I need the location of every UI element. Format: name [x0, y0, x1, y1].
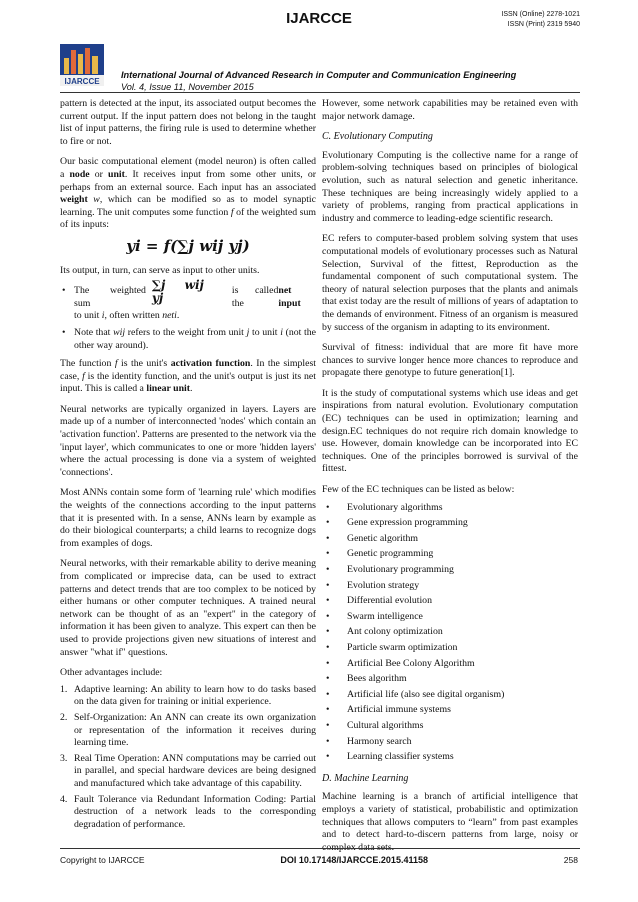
- paragraph: Machine learning is a branch of artificial intelligence that employs a variety of statistical, probabilistic and optimization techniques that allows computers to “learn” from past examples and to detect hard-to-discern patterns from large, noisy or complex data sets.: [322, 791, 578, 853]
- list-item: • Evolutionary algorithms: [322, 500, 578, 516]
- paragraph: Neural networks are typically organized in layers. Layers are made up of a number of interconnected 'nodes' which contain an 'activation function'. Patterns are presented to the network via the 'input layer', which communicates to one or more 'hidden layers' where the actual processing is done via a system of weighted 'connections'.: [60, 403, 316, 478]
- list-item: • The weighted sum ∑j wij yj is called the net input to unit i, often written neti.: [60, 285, 316, 323]
- list-item: • Evolution strategy: [322, 578, 578, 594]
- list-item: 4. Fault Tolerance via Redundant Information Coding: Partial destruction of a network leads to the corresponding degradation of performance.: [60, 793, 316, 830]
- paragraph: Our basic computational element (model neuron) is often called a node or unit. It receives input from some other units, or perhaps from an external source. Each input has an associated weight w, which can be modified so as to model synaptic learning. The unit computes some function f of the weighted sum of its inputs:: [60, 156, 317, 231]
- paragraph: Other advantages include:: [60, 667, 163, 679]
- list-item: • Genetic programming: [322, 546, 578, 562]
- paragraph: However, some network capabilities may be retained even with major network damage.: [322, 98, 578, 122]
- list-item: 2. Self-Organization: An ANN can create its own organization or representation of the information it receives during learning time.: [60, 711, 316, 749]
- journal-acronym: IJARCCE: [286, 10, 352, 27]
- page-number: 258: [563, 855, 578, 865]
- equation-weighted-sum: yi = f(∑j wij yj): [126, 236, 250, 255]
- list-item: • Swarm intelligence: [322, 609, 578, 625]
- issn-block: [501, 10, 580, 30]
- right-column: [322, 98, 578, 862]
- doi[interactable]: DOI 10.17148/IJARCCE.2015.41158: [280, 855, 428, 865]
- header-rule: [60, 92, 580, 93]
- list-item: • Cultural algorithms: [322, 718, 578, 734]
- sum-formula: ∑j wij yj: [151, 278, 204, 305]
- left-column: [60, 98, 316, 834]
- copyright: Copyright to IJARCCE: [60, 855, 145, 865]
- journal-logo: [60, 44, 104, 86]
- list-item: • Particle swarm optimization: [322, 640, 578, 656]
- paragraph: pattern is detected at the input, its associated output becomes the current output. If the input pattern does not belong in the taught list of input patterns, the firing rule is used to determine whether to fire or not.: [60, 98, 316, 147]
- paragraph: EC refers to computer-based problem solving system that uses computational models of evolutionary processes such as Natural Selection, Survival of the fittest, Reproduction as the fundamental component of such computational system. The theory of natural selection purposes that the plants and animals that exist today are the result of millions of years of adaptation to the demands of environment. Fitness of an organism is measured by success of the organism in adapting to its environment.: [322, 233, 578, 333]
- page-footer: [60, 855, 578, 865]
- list-item: • Genetic algorithm: [322, 531, 578, 547]
- issn-print: ISSN (Print) 2319 5940: [507, 21, 580, 28]
- list-item: • Artificial immune systems: [322, 702, 578, 718]
- advantages-list: [60, 684, 316, 832]
- paragraph: Evolutionary Computing is the collective name for a range of problem-solving techniques based on principles of biological evolution, such as natural selection and genetic inheritance. These techniques are being increasingly widely applied to a variety of problems, ranging from practical applications in industry and commerce to leading-edge scientific research.: [322, 149, 578, 224]
- journal-name: International Journal of Advanced Research in Computer and Communication Engineering: [121, 70, 517, 80]
- list-item: • Harmony search: [322, 734, 578, 750]
- footer-rule: [60, 848, 580, 849]
- ec-techniques-list: [322, 500, 578, 765]
- list-item: • Bees algorithm: [322, 671, 578, 687]
- paragraph: Most ANNs contain some form of 'learning rule' which modifies the weights of the connections according to the input patterns that it is presented with. In a sense, ANNs learn by example as do their biological counterparts; a child learns to recognize dogs from examples of dogs.: [60, 487, 316, 549]
- paragraph: It is the study of computational systems which use ideas and get inspirations from natural evolution. Evolutionary computation (EC) techniques can be used in optimization; learning and design.EC techniques do not require rich domain knowledge to use. However, domain knowledge can be incorporated into EC techniques. One of the principles borrowed is survival of the fittest.: [322, 387, 578, 475]
- section-heading: C. Evolutionary Computing: [322, 131, 433, 143]
- list-item: • Learning classifier systems: [322, 749, 578, 765]
- list-item: • Differential evolution: [322, 593, 578, 609]
- issn-online: ISSN (Online) 2278-1021: [501, 11, 580, 18]
- list-item: • Evolutionary programming: [322, 562, 578, 578]
- paragraph: Survival of fitness: individual that are more fit have more chances to survive longer hence more chances to reproduce and propagate there genotype to future generation[1].: [322, 342, 578, 379]
- list-item: • Artificial Bee Colony Algorithm: [322, 656, 578, 672]
- paragraph: The function f is the unit's activation function. In the simplest case, f is the identity function, and the unit's output is just its net input. This is called a linear unit.: [60, 358, 317, 395]
- list-item: • Artificial life (also see digital organism): [322, 687, 578, 703]
- section-heading: D. Machine Learning: [322, 772, 409, 784]
- paragraph: Neural networks, with their remarkable ability to derive meaning from complicated or imprecise data, can be used to extract patterns and detect trends that are too complex to be noticed by either humans or other computer techniques. A trained neural network can be thought of as an "expert" in the category of information it has been given to analyze. This expert can then be used to provide projections given new situations of interest and answer "what if" questions.: [60, 558, 316, 658]
- paragraph: Its output, in turn, can serve as input to other units.: [60, 264, 260, 276]
- journal-volume: Vol. 4, Issue 11, November 2015: [121, 82, 254, 92]
- paragraph: Few of the EC techniques can be listed as below:: [322, 484, 515, 496]
- list-item: • Note that wij refers to the weight from unit j to unit i (not the other way around).: [60, 327, 316, 352]
- list-item: • Gene expression programming: [322, 515, 578, 531]
- logo-text: IJARCCE: [64, 77, 100, 86]
- definition-list: [60, 278, 317, 352]
- list-item: 1. Adaptive learning: An ability to learn how to do tasks based on the data given for training or initial experience.: [60, 683, 316, 708]
- list-item: 3. Real Time Operation: ANN computations may be carried out in parallel, and special hardware devices are being designed and manufactured which take advantage of this capability.: [60, 752, 316, 789]
- list-item: • Ant colony optimization: [322, 624, 578, 640]
- journal-info: [121, 69, 516, 93]
